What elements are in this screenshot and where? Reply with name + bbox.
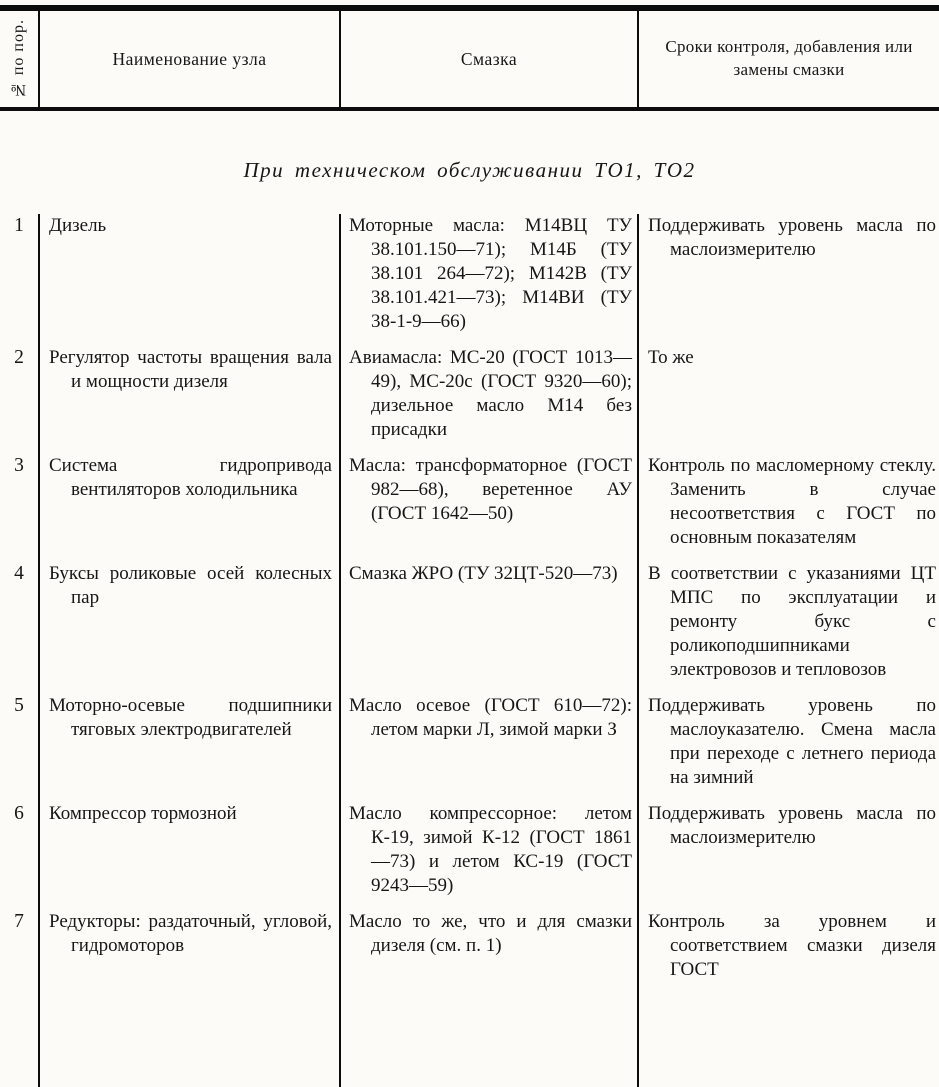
cell-lubricant xyxy=(341,802,639,910)
row-number: 5 xyxy=(0,694,40,802)
row-number: 3 xyxy=(0,454,40,562)
lubricant-text: Масло осевое (ГОСТ 610—72): летом марки Л, зимой марки З xyxy=(349,695,632,740)
control-text: Поддерживать уровень по маслоуказателю. Смена масла при переходе с летнего периода на зимний xyxy=(648,695,936,788)
node-name-text: Моторно-осевые подшипники тяговых электродвигателей xyxy=(49,695,332,740)
cell-control xyxy=(639,802,939,910)
control-text: Поддерживать уровень масла по маслоизмерителю xyxy=(648,803,936,848)
node-name-text: Редукторы: раздаточный, угловой, гидромоторов xyxy=(49,911,332,956)
lubricant-text: Моторные масла: М14ВЦ ТУ 38.101.150—71); М14Б (ТУ 38.101 264—72); М142В (ТУ 38.101.421—73); М14ВИ (ТУ 38-1-9—66) xyxy=(349,215,632,332)
row-number: 2 xyxy=(0,346,40,454)
cell-node-name xyxy=(40,802,341,910)
lubricant-text: Масло то же, что и для смазки дизеля (см. п. 1) xyxy=(349,911,632,956)
cell-node-name xyxy=(40,694,341,802)
header-number-label: № по пор. xyxy=(10,19,27,99)
table-header-rule xyxy=(0,107,939,111)
cell-node-name xyxy=(40,562,341,694)
node-name-text: Буксы роликовые осей колесных пар xyxy=(49,563,332,608)
cell-node-name xyxy=(40,910,341,1087)
row-number: 7 xyxy=(0,910,40,1087)
row-number: 1 xyxy=(0,214,40,346)
header-cell-control xyxy=(639,11,939,107)
row-number: 6 xyxy=(0,802,40,910)
cell-control xyxy=(639,694,939,802)
cell-node-name xyxy=(40,346,341,454)
cell-lubricant xyxy=(341,454,639,562)
cell-lubricant xyxy=(341,694,639,802)
header-cell-node xyxy=(40,11,341,107)
cell-control xyxy=(639,214,939,346)
node-name-text: Регулятор частоты вращения вала и мощности дизеля xyxy=(49,347,332,392)
control-text: В соответствии с указаниями ЦТ МПС по эксплуатации и ремонту букс с роликоподшипниками электровозов и тепловозов xyxy=(648,563,936,680)
cell-node-name xyxy=(40,214,341,346)
cell-control xyxy=(639,454,939,562)
cell-lubricant xyxy=(341,214,639,346)
node-name-text: Система гидропривода вентиляторов холодильника xyxy=(49,455,332,500)
header-control-label: Сроки контроля, добавления или замены смазки xyxy=(665,37,913,79)
cell-lubricant xyxy=(341,562,639,694)
control-text: То же xyxy=(648,347,694,368)
header-cell-lubricant xyxy=(341,11,639,107)
control-text: Контроль за уровнем и соответствием смазки дизеля ГОСТ xyxy=(648,911,936,980)
header-cell-number xyxy=(0,11,40,107)
lubricant-text: Масла: трансформаторное (ГОСТ 982—68), веретенное АУ (ГОСТ 1642—50) xyxy=(349,455,632,524)
cell-node-name xyxy=(40,454,341,562)
header-node-label: Наименование узла xyxy=(112,48,267,69)
control-text: Контроль по масломерному стеклу. Заменить в случае несоответствия с ГОСТ по основным показателям xyxy=(648,455,936,548)
node-name-text: Компрессор тормозной xyxy=(49,803,237,824)
control-text: Поддерживать уровень масла по маслоизмерителю xyxy=(648,215,936,260)
cell-lubricant xyxy=(341,346,639,454)
header-lubricant-label: Смазка xyxy=(460,48,518,69)
lubricant-text: Авиамасла: МС-20 (ГОСТ 1013—49), МС-20с (ГОСТ 9320—60); дизельное масло М14 без присадки xyxy=(349,347,632,440)
lubricant-text: Смазка ЖРО (ТУ 32ЦТ-520—73) xyxy=(349,563,618,584)
table-body xyxy=(0,214,939,1087)
table-header-row xyxy=(0,11,939,107)
lubricant-text: Масло компрессорное: летом К-19, зимой К-12 (ГОСТ 1861—73) и летом КС-19 (ГОСТ 9243—59) xyxy=(349,803,632,896)
cell-control xyxy=(639,346,939,454)
cell-control xyxy=(639,562,939,694)
section-title: При техническом обслуживании ТО1, ТО2 xyxy=(243,158,696,182)
cell-lubricant xyxy=(341,910,639,1087)
cell-control xyxy=(639,910,939,1087)
row-number: 4 xyxy=(0,562,40,694)
node-name-text: Дизель xyxy=(49,215,107,236)
